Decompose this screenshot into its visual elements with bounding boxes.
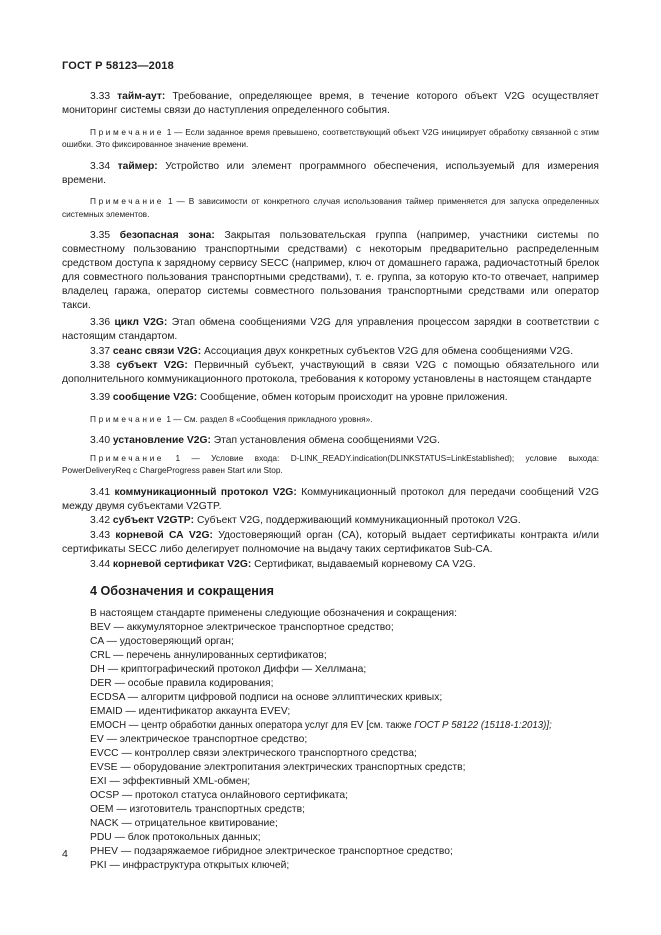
abbr-item: PHEV — подзаряжаемое гибридное электрическое транспортное средство; bbox=[90, 846, 453, 858]
term-3-43: 3.43 корневой СА V2G: Удостоверяющий орган (СА), который выдает сертификаты контракта и/или сертификаты SECC либо делегирует полномочие на выдачу таких сертификатов Sub-CA. bbox=[62, 529, 599, 555]
note-3-34 bbox=[62, 195, 599, 220]
term-name: установление V2G: bbox=[112, 434, 211, 446]
abbr-item-emoch: EMOCH — центр обработки данных оператора услуг для EV [см. также ГОСТ Р 58122 (15118-1:2013)]; bbox=[90, 720, 552, 732]
abbr-item: EVCC — контроллер связи электрического транспортного средства; bbox=[90, 748, 417, 760]
note-3-33 bbox=[62, 126, 599, 151]
term-definition: Субъект V2G, поддерживающий коммуникационный протокол V2G. bbox=[194, 515, 521, 527]
abbr-item: EMAID — идентификатор аккаунта EVEV; bbox=[90, 706, 291, 718]
term-3-37: 3.37 сеанс связи V2G: Ассоциация двух конкретных субъектов V2G для обмена сообщениями V2G. bbox=[90, 345, 574, 357]
note-text: 1 — В зависимости от конкретного случая использования таймер применяется для запуска определенных системных элементов. bbox=[62, 196, 599, 219]
term-definition: Сертификат, выдаваемый корневому СА V2G. bbox=[251, 558, 476, 570]
document-code-header: ГОСТ Р 58123—2018 bbox=[62, 60, 174, 72]
term-definition: Коммуникационный протокол для передачи сообщений V2G между двумя субъектами V2GTP. bbox=[62, 486, 599, 512]
section-4-title: 4 Обозначения и сокращения bbox=[90, 584, 274, 599]
note-text: 1 — Условие входа: D-LINK_READY.indication(DLINKSTATUS=LinkEstablished); условие выхода: PowerDeliveryReq с ChargeProgress равен Start или Stop. bbox=[62, 452, 599, 476]
abbr-item: EV — электрическое транспортное средство; bbox=[90, 734, 308, 746]
term-definition: Этап обмена сообщениями V2G для управления процессом зарядки в соответствии с настоящим стандартом. bbox=[62, 317, 600, 342]
term-definition: Первичный субъект, участвующий в связи V2G с помощью обязательного или дополнительного коммуникационного протокола, требования к которому установлены в настоящем стандарте bbox=[62, 360, 599, 386]
term-name: таймер: bbox=[117, 160, 158, 172]
note-text: 1 — См. раздел 8 «Сообщения прикладного уровня». bbox=[164, 413, 373, 424]
term-3-36: 3.36 цикл V2G: Этап обмена сообщениями V2G для управления процессом зарядки в соответствии с настоящим стандартом. bbox=[62, 317, 600, 342]
term-name: безопасная зона: bbox=[119, 230, 215, 242]
term-definition: Требование, определяющее время, в течение которого объект V2G осуществляет мониторинг системы связи до наступления определенного события. bbox=[62, 91, 599, 116]
term-3-35: 3.35 безопасная зона: Закрытая пользовательская группа (например, участники системы по совместному пользованию транспортными средствами) с некоторым предварительно распределенным средством доступа к зарядному сервису SECC (например, ключ от домашнего гаража, радиочастотный брелок для совместного пользования транспортными средствами), т. е. группа, за которую кто-то отвечает, например владелец гаража, оператор системы совместного пользования транспортными средствами или оператор такси. bbox=[62, 230, 599, 311]
term-name: корневой СА V2G: bbox=[115, 529, 213, 541]
term-name: тайм-аут: bbox=[117, 91, 166, 102]
note-label: Примечание bbox=[90, 413, 165, 424]
main-content bbox=[62, 90, 599, 873]
abbr-item: OCSP — протокол статуса онлайнового сертификата; bbox=[90, 790, 348, 802]
abbr-item: ECDSA — алгоритм цифровой подписи на основе эллиптических кривых; bbox=[90, 692, 443, 704]
term-3-44: 3.44 корневой сертификат V2G: Сертификат, выдаваемый корневому СА V2G. bbox=[90, 558, 476, 570]
abbr-item: NACK — отрицательное квитирование; bbox=[90, 818, 278, 830]
term-name: сеанс связи V2G: bbox=[112, 345, 202, 357]
term-3-41: 3.41 коммуникационный протокол V2G: Коммуникационный протокол для передачи сообщений V2G между двумя субъектами V2GTP. bbox=[62, 486, 599, 512]
note-label: Примечание bbox=[90, 196, 165, 207]
abbr-item: OEM — изготовитель транспортных средств; bbox=[90, 804, 305, 816]
abbr-item: DH — криптографический протокол Диффи — Хеллмана; bbox=[90, 664, 367, 676]
note-3-40 bbox=[62, 452, 599, 477]
term-definition: Устройство или элемент программного обеспечения, используемый для измерения времени. bbox=[62, 160, 599, 186]
term-name: коммуникационный протокол V2G: bbox=[114, 486, 297, 498]
term-definition: Сообщение, обмен которым происходит на уровне приложения. bbox=[197, 391, 508, 403]
term-3-33: 3.33 тайм-аут: Требование, определяющее время, в течение которого объект V2G осуществляет мониторинг системы связи до наступления определенного события. bbox=[62, 91, 599, 116]
abbr-item: DER — особые правила кодирования; bbox=[90, 678, 274, 690]
term-definition: Этап установления обмена сообщениями V2G. bbox=[210, 434, 441, 446]
term-3-40: 3.40 установление V2G: Этап установления обмена сообщениями V2G. bbox=[90, 434, 441, 446]
term-definition: Удостоверяющий орган (СА), который выдает сертификаты контракта и/или сертификаты SECC либо делегирует полномочие на выдачу таких сертификатов Sub-CA. bbox=[62, 529, 599, 555]
term-3-42: 3.42 субъект V2GTP: Субъект V2G, поддерживающий коммуникационный протокол V2G. bbox=[90, 515, 521, 527]
note-label: Примечание bbox=[90, 126, 165, 137]
abbr-item: PKI — инфраструктура открытых ключей; bbox=[90, 860, 290, 872]
abbr-item: CA — удостоверяющий орган; bbox=[90, 636, 234, 648]
note-label: Примечание bbox=[90, 452, 165, 463]
term-name: субъект V2GTP: bbox=[112, 515, 195, 527]
term-3-38: 3.38 субъект V2G: Первичный субъект, участвующий в связи V2G с помощью обязательного или дополнительного коммуникационного протокола, требования к которому установлены в настоящем стандарте bbox=[62, 360, 599, 386]
note-3-39 bbox=[62, 413, 599, 425]
abbr-item: BEV — аккумуляторное электрическое транспортное средство; bbox=[90, 622, 394, 634]
section-4-intro: В настоящем стандарте применены следующие обозначения и сокращения: bbox=[90, 608, 457, 620]
term-definition: Закрытая пользовательская группа (например, участники системы по совместному пользованию транспортными средствами) с некоторым предварительно распределенным средством доступа к зарядному сервису SECC (например, ключ от домашнего гаража, радиочастотный брелок для совместного пользования транспортными средствами), т. е. группа, за которую кто-то отвечает, например владелец гаража, оператор системы совместного пользования транспортными средствами или оператор такси. bbox=[62, 230, 599, 311]
note-text: 1 — Если заданное время превышено, соответствующий объект V2G инициирует обработку связанной с этим ошибки. Это фиксированное значение времени. bbox=[62, 126, 599, 150]
term-name: цикл V2G: bbox=[114, 317, 168, 329]
term-3-39: 3.39 сообщение V2G: Сообщение, обмен которым происходит на уровне приложения. bbox=[90, 391, 508, 403]
abbr-item: EVSE — оборудование электропитания электрических транспортных средств; bbox=[90, 762, 466, 774]
term-name: корневой сертификат V2G: bbox=[112, 558, 252, 570]
term-name: сообщение V2G: bbox=[112, 391, 198, 403]
abbr-item: EXI — эффективный XML-обмен; bbox=[90, 776, 251, 788]
gost-reference: ГОСТ Р 58122 (15118-1:2013)]; bbox=[414, 720, 552, 732]
term-name: субъект V2G: bbox=[116, 360, 188, 372]
term-3-34: 3.34 таймер: Устройство или элемент программного обеспечения, используемый для измерения времени. bbox=[62, 160, 599, 186]
abbr-item: PDU — блок протокольных данных; bbox=[90, 832, 261, 844]
term-definition: Ассоциация двух конкретных субъектов V2G для обмена сообщениями V2G. bbox=[201, 345, 574, 357]
abbr-item: CRL — перечень аннулированных сертификатов; bbox=[90, 650, 327, 662]
page-number: 4 bbox=[62, 848, 68, 860]
